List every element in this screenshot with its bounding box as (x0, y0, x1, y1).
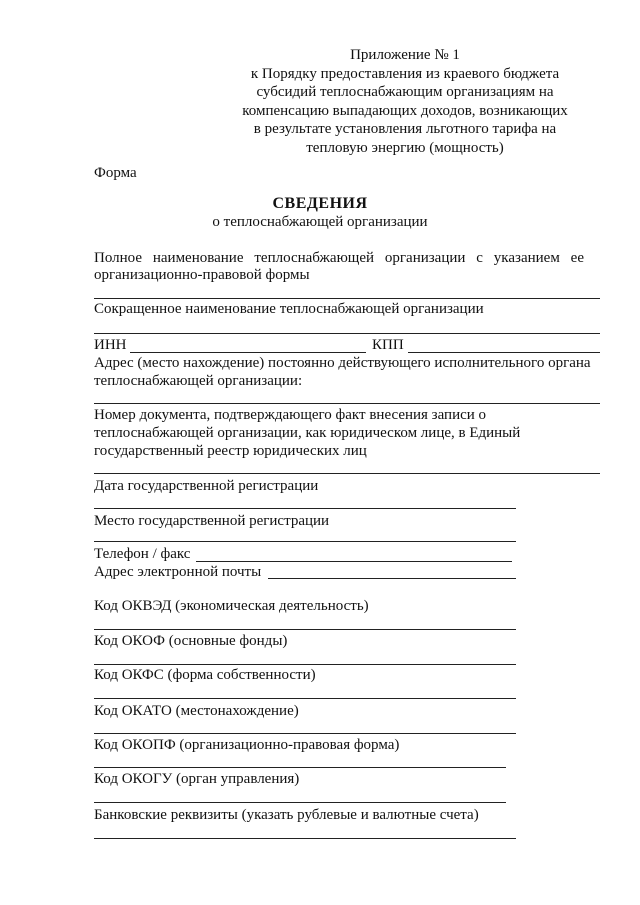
okved-label: Код ОКВЭД (экономическая деятельность) (94, 598, 369, 614)
reg-place-label: Место государственной регистрации (94, 513, 330, 529)
document-title: СВЕДЕНИЯ (272, 195, 368, 212)
inn-field[interactable] (130, 352, 366, 353)
phone-field[interactable] (196, 561, 512, 562)
full-name-label-cont: организационно-правовой формы (94, 267, 310, 283)
okogu-label: Код ОКОГУ (орган управления) (94, 771, 300, 787)
kpp-label: КПП (372, 337, 404, 353)
form-label: Форма (94, 165, 137, 181)
document-subtitle: о теплоснабжающей организации (212, 214, 428, 230)
okof-field[interactable] (94, 664, 516, 665)
short-name-field[interactable] (94, 333, 600, 334)
appendix-line: в результате установления льготного тарифа на (253, 121, 557, 137)
appendix-line: компенсацию выпадающих доходов, возникающих (242, 102, 568, 119)
appendix-number: Приложение № 1 (350, 47, 460, 63)
reg-date-label: Дата государственной регистрации (94, 478, 319, 494)
registry-doc-label-cont: теплоснабжающей организации, как юридическом лице, в Единый (94, 425, 521, 441)
appendix-header (230, 46, 580, 157)
registry-doc-label: Номер документа, подтверждающего факт внесения записи о (94, 407, 487, 423)
short-name-label: Сокращенное наименование теплоснабжающей организации (94, 301, 484, 317)
address-label-cont: теплоснабжающей организации: (94, 373, 303, 389)
okopf-label: Код ОКОПФ (организационно-правовая форма) (94, 737, 400, 753)
bank-details-field[interactable] (94, 838, 516, 839)
address-label: Адрес (место нахождение) постоянно действующего исполнительного органа (94, 355, 591, 371)
okato-field[interactable] (94, 733, 516, 734)
okved-field[interactable] (94, 629, 516, 630)
full-name-field[interactable] (94, 298, 600, 299)
appendix-line: тепловую энергию (мощность) (306, 139, 504, 156)
okfs-field[interactable] (94, 698, 516, 699)
okopf-field[interactable] (94, 767, 506, 768)
reg-date-field[interactable] (94, 508, 516, 509)
bank-details-label: Банковские реквизиты (указать рублевые и валютные счета) (94, 807, 479, 823)
okato-label: Код ОКАТО (местонахождение) (94, 703, 299, 719)
phone-label: Телефон / факс (94, 546, 191, 562)
okof-label: Код ОКОФ (основные фонды) (94, 633, 288, 649)
inn-label: ИНН (94, 337, 127, 353)
okogu-field[interactable] (94, 802, 506, 803)
appendix-line: к Порядку предоставления из краевого бюджета (250, 65, 560, 82)
email-label: Адрес электронной почты (94, 564, 262, 580)
kpp-field[interactable] (408, 352, 600, 353)
registry-doc-label-cont: государственный реестр юридических лиц (94, 443, 367, 459)
reg-place-field[interactable] (94, 541, 516, 542)
address-field[interactable] (94, 403, 600, 404)
full-name-label: Полное наименование теплоснабжающей организации с указанием ее (94, 250, 584, 266)
registry-doc-field[interactable] (94, 473, 600, 474)
okfs-label: Код ОКФС (форма собственности) (94, 667, 316, 683)
appendix-line: субсидий теплоснабжающим организациям на (256, 84, 554, 100)
email-field[interactable] (268, 578, 516, 579)
